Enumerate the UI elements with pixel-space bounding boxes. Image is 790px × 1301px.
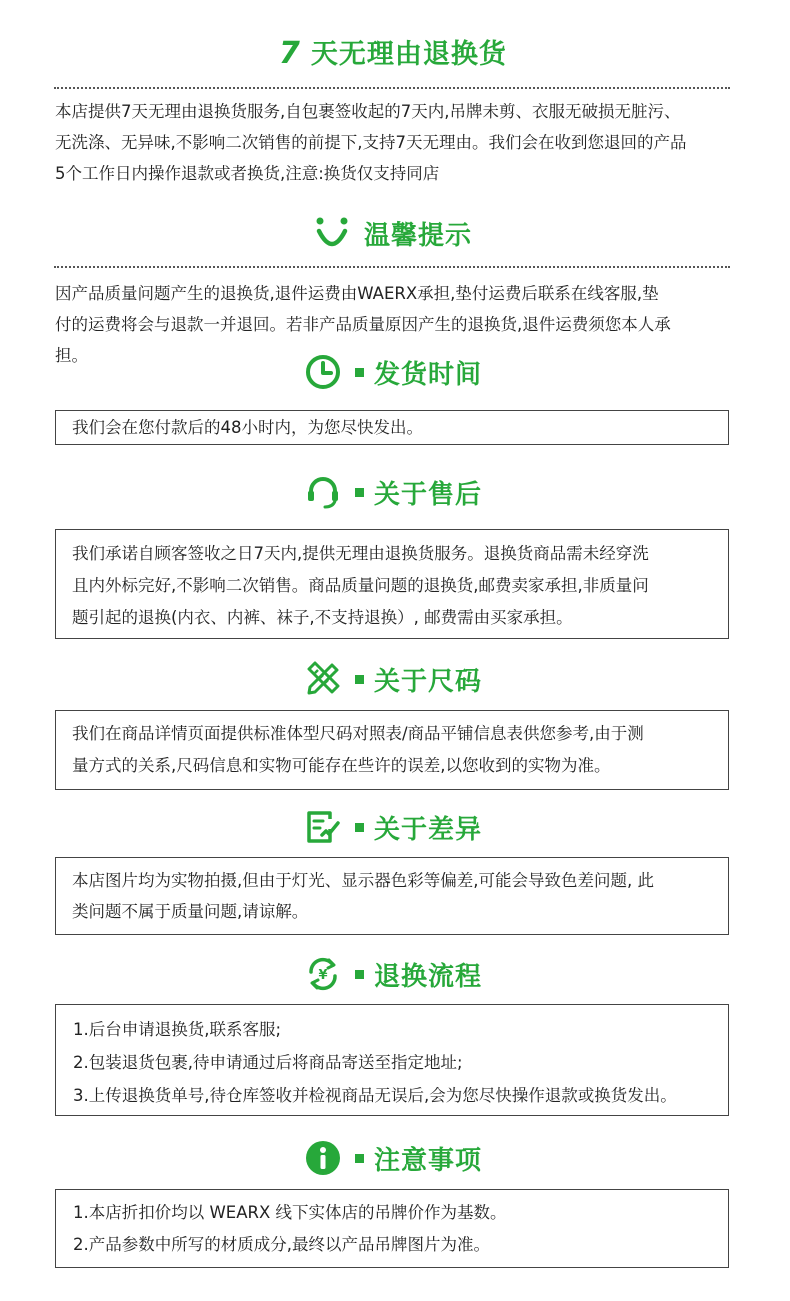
tip-line: 付的运费将会与退款一并退回。若非产品质量原因产生的退换货,退件运费须您本人承 — [55, 315, 671, 334]
clock-icon — [305, 354, 341, 390]
bullet-dot — [355, 1154, 364, 1163]
page-title — [279, 32, 507, 71]
section-header-difference — [305, 807, 482, 847]
intro-line: 5个工作日内操作退款或者换货,注意:换货仅支持同店 — [55, 164, 440, 183]
section-line: 题引起的退换(内衣、内裤、袜子,不支持退换）, 邮费需由买家承担。 — [72, 608, 573, 627]
section-line: 我们会在您付款后的48小时内，为您尽快发出。 — [72, 418, 423, 437]
section-line: 量方式的关系,尺码信息和实物可能存在些许的误差,以您收到的实物为准。 — [72, 756, 611, 775]
divider-tip — [54, 266, 730, 268]
intro-line: 无洗涤、无异味,不影响二次销售的前提下,支持7天无理由。我们会在收到您退回的产品 — [55, 133, 687, 152]
section-line: 1.后台申请退换货,联系客服; — [73, 1020, 282, 1039]
section-title: 注意事项 — [374, 1145, 483, 1176]
divider-top — [54, 87, 730, 89]
section-line: 2.包装退货包裹,待申请通过后将商品寄送至指定地址; — [73, 1053, 463, 1072]
section-line: 2.产品参数中所写的材质成分,最终以产品吊牌图片为准。 — [73, 1235, 490, 1254]
title-text: 天无理由退换货 — [310, 39, 507, 70]
section-line: 3.上传退换货单号,待仓库签收并检视商品无误后,会为您尽快操作退款或换货发出。 — [73, 1086, 677, 1105]
section-box-notes — [55, 1189, 729, 1268]
section-box-difference — [55, 857, 729, 935]
section-box-process — [55, 1004, 729, 1116]
info-icon — [305, 1140, 341, 1176]
bullet-dot — [355, 823, 364, 832]
svg-text:¥: ¥ — [318, 968, 328, 983]
tip-line: 因产品质量问题产生的退换货,退件运费由WAERX承担,垫付运费后联系在线客服,垫 — [55, 284, 659, 303]
tip-line: 担。 — [55, 346, 88, 365]
tip-header — [314, 213, 472, 253]
section-header-shipping — [305, 352, 482, 392]
bullet-dot — [355, 675, 364, 684]
section-line: 1.本店折扣价均以 WEARX 线下实体店的吊牌价作为基数。 — [73, 1203, 507, 1222]
bullet-dot — [355, 970, 364, 979]
section-title: 退换流程 — [374, 961, 483, 992]
tip-title: 温馨提示 — [364, 220, 473, 251]
section-box-shipping — [55, 410, 729, 445]
intro-paragraph — [55, 96, 745, 189]
section-title: 发货时间 — [374, 359, 483, 390]
section-box-size — [55, 710, 729, 790]
title-number: 7 — [279, 36, 301, 71]
section-header-process — [305, 954, 482, 994]
section-line: 且内外标完好,不影响二次销售。商品质量问题的退换货,邮费卖家承担,非质量问 — [72, 576, 649, 595]
section-line: 我们在商品详情页面提供标准体型尺码对照表/商品平铺信息表供您参考,由于测 — [72, 724, 644, 743]
smile-icon — [314, 215, 350, 251]
section-line: 类问题不属于质量问题,请谅解。 — [72, 902, 309, 921]
bullet-dot — [355, 488, 364, 497]
section-header-aftersale — [305, 472, 482, 512]
note-edit-icon — [305, 809, 341, 845]
section-header-notes — [305, 1138, 482, 1178]
bullet-dot — [355, 368, 364, 377]
yen-exchange-icon — [305, 956, 341, 992]
ruler-pencil-icon — [305, 661, 341, 697]
section-title: 关于售后 — [374, 479, 483, 510]
section-box-aftersale — [55, 529, 729, 639]
headset-icon — [305, 474, 341, 510]
section-header-size — [305, 659, 482, 699]
section-title: 关于差异 — [374, 814, 483, 845]
intro-line: 本店提供7天无理由退换货服务,自包裹签收起的7天内,吊牌未剪、衣服无破损无脏污、 — [55, 102, 681, 121]
section-title: 关于尺码 — [374, 666, 483, 697]
section-line: 本店图片均为实物拍摄,但由于灯光、显示器色彩等偏差,可能会导致色差问题, 此 — [72, 871, 654, 890]
section-line: 我们承诺自顾客签收之日7天内,提供无理由退换货服务。退换货商品需未经穿洗 — [72, 544, 649, 563]
